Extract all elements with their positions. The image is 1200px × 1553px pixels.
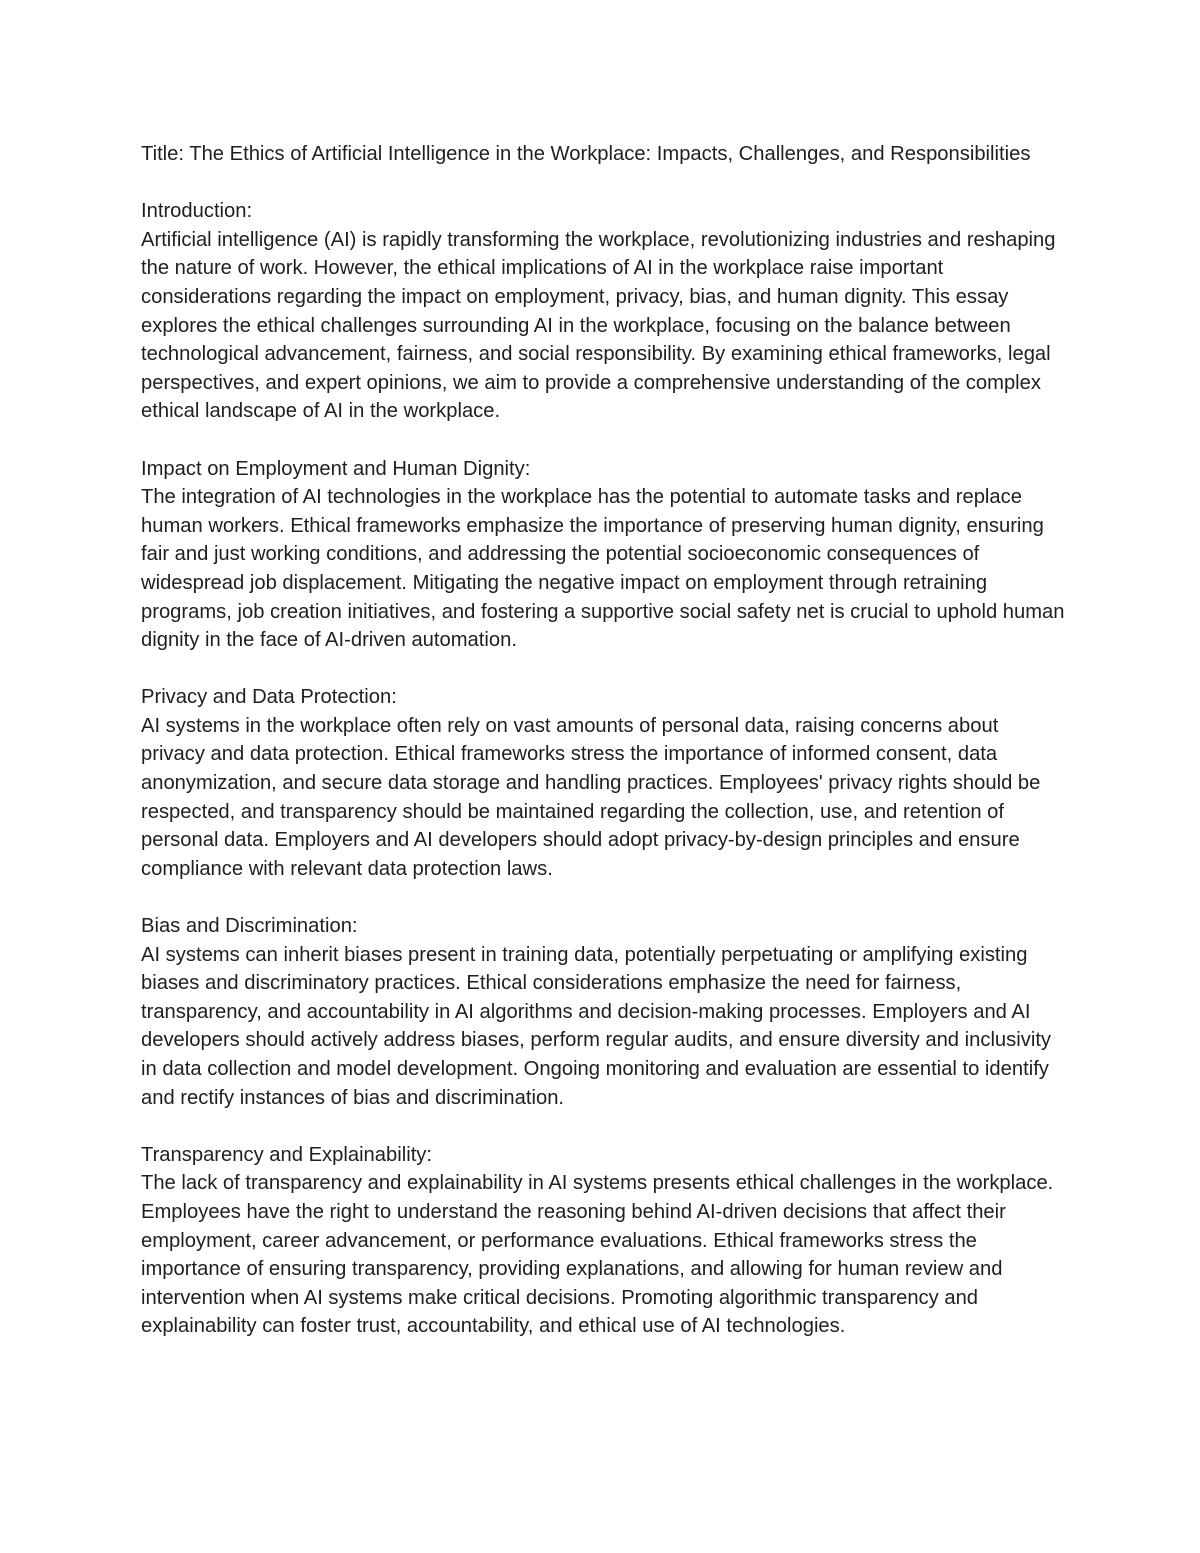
spacer	[141, 883, 1066, 912]
section-body-transparency: The lack of transparency and explainability in AI systems presents ethical challenges in the workplace. Employees have the right to understand the reasoning behind AI-driven decisions that affect their employment, career advancement, or performance evaluations. Ethical frameworks stress the importance of ensuring transparency, providing explanations, and allowing for human review and intervention when AI systems make critical decisions. Promoting algorithmic transparency and explainability can foster trust, accountability, and ethical use of AI technologies.	[141, 1172, 1054, 1338]
section-heading-transparency: Transparency and Explainability:	[141, 1143, 433, 1166]
spacer	[141, 426, 1066, 455]
section-bias	[141, 912, 1066, 1112]
section-body-employment: The integration of AI technologies in the workplace has the potential to automate tasks and replace human workers. Ethical frameworks emphasize the importance of preserving human dignity, ensuring fair and just working conditions, and addressing the potential socioeconomic consequences of widespread job displacement. Mitigating the negative impact on employment through retraining programs, job creation initiatives, and fostering a supportive social safety net is crucial to uphold human dignity in the face of AI-driven automation.	[141, 486, 1065, 652]
spacer	[141, 655, 1066, 684]
section-heading-bias: Bias and Discrimination:	[141, 915, 358, 938]
section-body-bias: AI systems can inherit biases present in training data, potentially perpetuating or amplifying existing biases and discriminatory practices. Ethical considerations emphasize the need for fairness, transparency, and accountability in AI algorithms and decision-making processes. Employers and AI developers should actively address biases, perform regular audits, and ensure diversity and inclusivity in data collection and model development. Ongoing monitoring and evaluation are essential to identify and rectify instances of bias and discrimination.	[141, 943, 1052, 1109]
section-transparency	[141, 1141, 1066, 1341]
section-privacy	[141, 683, 1066, 883]
section-heading-privacy: Privacy and Data Protection:	[141, 686, 397, 709]
spacer	[141, 169, 1066, 198]
document-body	[141, 140, 1066, 1341]
section-introduction	[141, 197, 1066, 426]
section-heading-employment: Impact on Employment and Human Dignity:	[141, 457, 531, 480]
section-body-introduction: Artificial intelligence (AI) is rapidly transforming the workplace, revolutionizing industries and reshaping the nature of work. However, the ethical implications of AI in the workplace raise important considerations regarding the impact on employment, privacy, bias, and human dignity. This essay explores the ethical challenges surrounding AI in the workplace, focusing on the balance between technological advancement, fairness, and social responsibility. By examining ethical frameworks, legal perspectives, and expert opinions, we aim to provide a comprehensive understanding of the complex ethical landscape of AI in the workplace.	[141, 228, 1056, 423]
section-employment	[141, 455, 1066, 655]
section-body-privacy: AI systems in the workplace often rely on vast amounts of personal data, raising concerns about privacy and data protection. Ethical frameworks stress the importance of informed consent, data anonymization, and secure data storage and handling practices. Employees' privacy rights should be respected, and transparency should be maintained regarding the collection, use, and retention of personal data. Employers and AI developers should adopt privacy-by-design principles and ensure compliance with relevant data protection laws.	[141, 714, 1041, 880]
section-heading-introduction: Introduction:	[141, 200, 253, 223]
spacer	[141, 1112, 1066, 1141]
document-title: Title: The Ethics of Artificial Intelligence in the Workplace: Impacts, Challenges, and Responsibilities	[141, 143, 1031, 165]
